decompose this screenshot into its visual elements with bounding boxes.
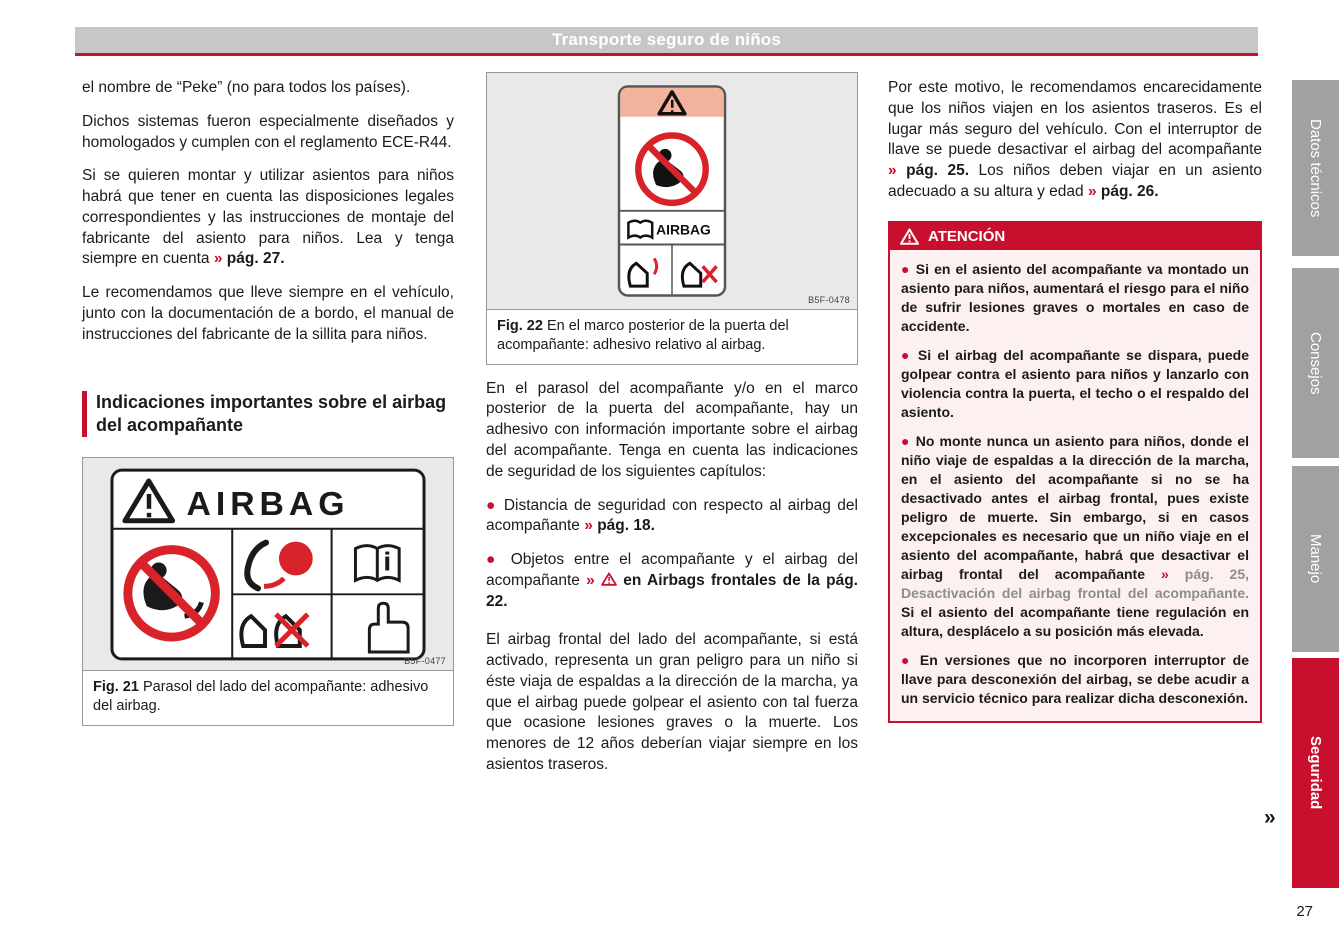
attention-title: ATENCIÓN	[928, 227, 1006, 245]
attention-text: Si el airbag del acompañante se dispara, puede golpear contra el asiento para niños y lanzarlo con violencia contra la puerta, el techo o el respaldo del asiento.	[901, 346, 1249, 420]
attention-item	[901, 432, 1249, 641]
right-column	[888, 78, 1262, 723]
tab-label: Datos técnicos	[1307, 118, 1324, 218]
cross-ref-arrows-icon: »	[1160, 566, 1169, 583]
paragraph: El airbag frontal del lado del acompañante, si está activado, representa un gran peligro para un niño si éste viaja de espaldas a la dirección de la marcha, ya que el airbag puede golpear el asiento con tal fuerza que ocasione lesiones graves o la muerte. Los menores de 12 años deberían viajar siempre en los asientos traseros.	[486, 631, 858, 773]
attention-text: Si en el asiento del acompañante va montado un asiento para niños, aumentará el riesgo para el niño de sufrir lesiones graves o mortales en caso de accidente.	[901, 260, 1249, 334]
bullet-item	[486, 550, 858, 612]
bullet-text: Distancia de seguridad con respecto al airbag del acompañante	[486, 496, 858, 535]
attention-text: Si el asiento del acompañante tiene regulación en altura, desplácelo a su posición más elevada.	[901, 604, 1249, 640]
paragraph-text: Si se quieren montar y utilizar asientos para niños habrá que tener en cuenta las disposiciones legales correspondientes y las instrucciones de montaje del fabricante del asiento para niños. Lea y tenga siempre en cuenta	[82, 167, 454, 268]
cross-ref-arrows-icon: »	[1087, 182, 1097, 200]
paragraph-text: Por este motivo, le recomendamos encarecidamente que los niños viajen en los asientos traseros. Es el lugar más seguro del vehículo. Con el interruptor de llave se puede desactivar el airbag del acompañante	[888, 79, 1262, 159]
airbag-sticker-text: AIRBAG	[656, 221, 711, 238]
figure-22-image	[487, 73, 857, 309]
paragraph	[888, 78, 1262, 203]
figure-22-caption	[487, 309, 857, 364]
attention-text: En versiones que no incorporen interruptor de llave para desconexión del airbag, se debe acudir a un servicio técnico para realizar dicha desconexión.	[901, 652, 1249, 707]
figure-caption-text: En el marco posterior de la puerta del acompañante: adhesivo relativo al airbag.	[497, 318, 789, 353]
section-reference[interactable]: en Airbags frontales de la pág. 22.	[486, 571, 858, 610]
bullet-icon: ●	[901, 432, 911, 449]
cross-ref-arrows-icon: »	[888, 162, 897, 180]
paragraph	[82, 166, 454, 270]
page-continuation-mark: »	[1264, 806, 1276, 829]
paragraph: En el parasol del acompañante y/o en el marco posterior de la puerta del acompañante, hay un adhesivo con información importante sobre el airbag del acompañante. Tenga en cuenta las indicaciones de seguridad de los siguientes capítulos:	[486, 379, 858, 480]
cross-ref-arrows-icon: »	[213, 250, 223, 268]
left-column	[82, 78, 454, 726]
page-reference[interactable]: pág. 27.	[226, 250, 285, 268]
figure-label: Fig. 21	[93, 679, 139, 696]
page-reference[interactable]: pág. 18.	[597, 517, 655, 535]
warning-triangle-icon	[900, 228, 919, 245]
page-reference[interactable]: pág. 25.	[906, 162, 969, 180]
tab-label: Manejo	[1307, 534, 1324, 584]
figure-21	[82, 457, 454, 726]
sidebar-tab-manejo	[1292, 466, 1339, 652]
heading-red-bar	[82, 391, 87, 437]
figure-21-image	[83, 458, 453, 670]
figure-21-caption	[83, 670, 453, 725]
section-heading	[82, 391, 454, 437]
attention-item	[901, 346, 1249, 422]
attention-item	[901, 260, 1249, 336]
attention-warning-box	[888, 221, 1262, 724]
fig21-airbag-label	[109, 467, 427, 662]
paragraph: el nombre de “Peke” (no para todos los países).	[82, 79, 411, 96]
attention-body	[890, 250, 1260, 722]
sidebar-tab-seguridad-active	[1292, 658, 1339, 888]
bullet-text: Objetos entre el acompañante y el airbag del acompañante	[486, 551, 858, 589]
figure-22	[486, 72, 858, 365]
cross-ref-arrows-icon: »	[584, 517, 593, 535]
figure-label: Fig. 22	[497, 318, 543, 334]
figure-caption-text: Parasol del lado del acompañante: adhesivo del airbag.	[93, 679, 429, 715]
paragraph: Le recomendamos que lleve siempre en el vehículo, junto con la documentación de a bordo, el manual de instrucciones del fabricante de la sillita para niños.	[82, 284, 454, 343]
page-reference[interactable]: pág. 25, Desactivación del airbag frontal del acompañante.	[901, 566, 1249, 602]
tab-label: Seguridad	[1307, 736, 1324, 810]
section-heading-text: Indicaciones importantes sobre el airbag del acompañante	[96, 392, 447, 436]
airbag-label-text: AIRBAG	[186, 484, 350, 523]
middle-column	[486, 72, 858, 789]
page-title: Transporte seguro de niños	[551, 30, 782, 49]
page-reference[interactable]: pág. 26.	[1100, 182, 1159, 200]
header-red-rule	[75, 53, 1258, 56]
tab-label: Consejos	[1307, 331, 1324, 395]
page-header	[75, 27, 1258, 53]
bullet-item	[486, 496, 858, 538]
warning-triangle-icon	[601, 572, 617, 586]
attention-item	[901, 651, 1249, 708]
page-number: 27	[1296, 903, 1313, 920]
paragraph: Dichos sistemas fueron especialmente diseñados y homologados y cumplen con el reglamento ECE-R44.	[82, 112, 454, 151]
figure-code: B5F-0477	[404, 656, 446, 667]
fig22-airbag-sticker	[616, 84, 728, 298]
sidebar-tab-consejos	[1292, 268, 1339, 458]
cross-ref-arrows-icon: »	[586, 571, 595, 589]
bullet-icon: ●	[901, 652, 913, 669]
paragraph-text: Los niños deben viajar en un asiento adecuado a su altura y edad	[888, 162, 1262, 200]
sidebar-tab-datos-tecnicos	[1292, 80, 1339, 256]
attention-text: No monte nunca un asiento para niños, donde el niño viaje de espaldas a la dirección de la marcha, en el asiento del acompañante si no se ha desactivado antes el airbag frontal, pues existe peligro de muerte. Sin embargo, si en casos excepcionales es necesario que un niño viaje en el asiento del acompañante, habrá que desactivar el airbag frontal del acompañante	[901, 432, 1250, 583]
figure-code: B5F-0478	[808, 295, 850, 305]
bullet-icon: ●	[901, 346, 912, 363]
bullet-icon: ●	[486, 551, 501, 569]
attention-header	[890, 223, 1260, 250]
bullet-icon: ●	[486, 496, 498, 514]
bullet-icon: ●	[901, 260, 911, 277]
